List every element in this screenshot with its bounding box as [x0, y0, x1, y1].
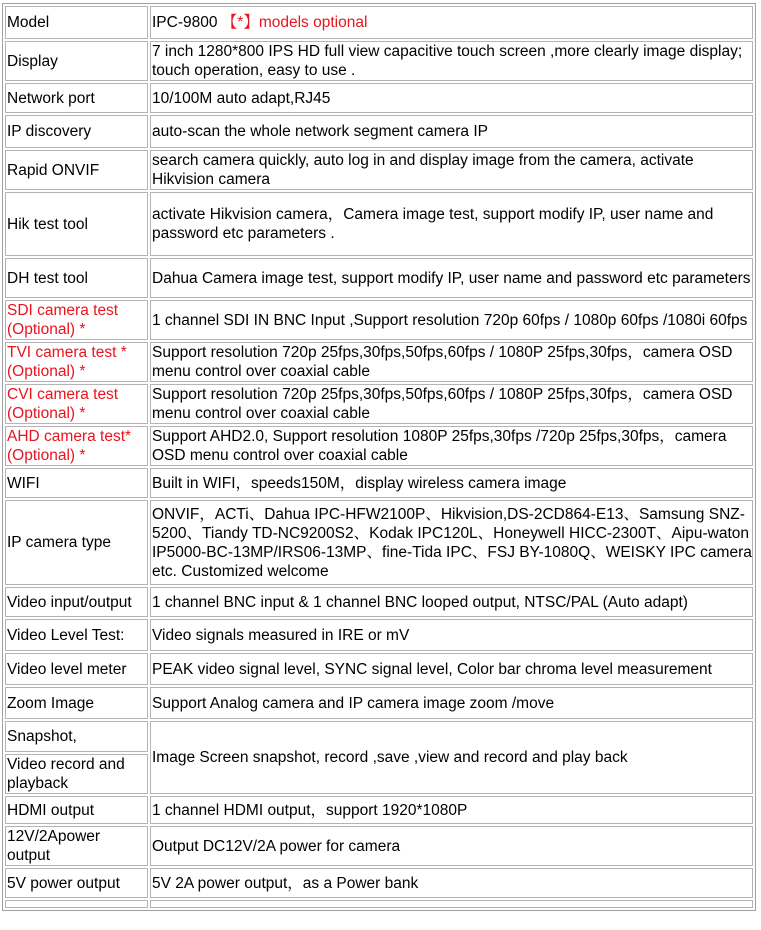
spec-value: PEAK video signal level, SYNC signal level, Color bar chroma level measurement	[150, 653, 753, 685]
model-note: 【*】models optional	[221, 14, 368, 31]
spec-value: Support resolution 720p 25fps,30fps,50fps,60fps / 1080P 25fps,30fps，camera OSD menu control over coaxial cable	[150, 384, 753, 424]
model-name: IPC-9800	[152, 14, 218, 31]
table-row-cut-off	[5, 900, 753, 908]
spec-label: IP camera type	[5, 500, 148, 585]
spec-value: 5V 2A power output，as a Power bank	[150, 868, 753, 898]
spec-label: WIFI	[5, 468, 148, 498]
table-row-hdmi-output	[5, 796, 753, 824]
spec-value: ONVIF，ACTi、Dahua IPC-HFW2100P、Hikvision,DS-2CD864-E13、Samsung SNZ-5200、Tiandy TD-NC9200S2、Kodak IPC120L、Honeywell HICC-2300T、Aipu-waton IP5000-BC-13MP/IRS06-13MP、fine-Tida IPC、FSJ BY-1080Q、WEISKY IPC camera etc. Customized welcome	[150, 500, 753, 585]
table-row-video-level-meter	[5, 653, 753, 685]
spec-value	[150, 6, 753, 39]
spec-label: Network port	[5, 83, 148, 113]
table-row-sdi-camera-test	[5, 300, 753, 340]
table-row-display	[5, 41, 753, 81]
spec-value: Support resolution 720p 25fps,30fps,50fps,60fps / 1080P 25fps,30fps，camera OSD menu control over coaxial cable	[150, 342, 753, 382]
spec-label: AHD camera test* (Optional) *	[5, 426, 148, 466]
spec-label: Rapid ONVIF	[5, 150, 148, 190]
spec-label: Snapshot,	[5, 721, 148, 752]
spec-label: HDMI output	[5, 796, 148, 824]
spec-label: CVI camera test (Optional) *	[5, 384, 148, 424]
table-row-video-level-test	[5, 619, 753, 651]
spec-value: auto-scan the whole network segment camera IP	[150, 115, 753, 148]
table-row-network-port	[5, 83, 753, 113]
spec-table	[2, 3, 756, 911]
spec-label: IP discovery	[5, 115, 148, 148]
spec-value: 1 channel BNC input & 1 channel BNC looped output, NTSC/PAL (Auto adapt)	[150, 587, 753, 617]
table-row-zoom-image	[5, 687, 753, 719]
spec-label: TVI camera test *(Optional) *	[5, 342, 148, 382]
spec-label-empty	[5, 900, 148, 908]
table-row-wifi	[5, 468, 753, 498]
table-row-video-input-output	[5, 587, 753, 617]
table-row-ip-discovery	[5, 115, 753, 148]
spec-value: 10/100M auto adapt,RJ45	[150, 83, 753, 113]
spec-label: Display	[5, 41, 148, 81]
spec-value: Video signals measured in IRE or mV	[150, 619, 753, 651]
table-row-ahd-camera-test	[5, 426, 753, 466]
spec-label: Video Level Test:	[5, 619, 148, 651]
spec-value-empty	[150, 900, 753, 908]
spec-value: search camera quickly, auto log in and display image from the camera, activate Hikvision camera	[150, 150, 753, 190]
spec-value: Built in WIFI，speeds150M，display wireless camera image	[150, 468, 753, 498]
table-row-hik-test-tool	[5, 192, 753, 256]
table-row-rapid-onvif	[5, 150, 753, 190]
spec-value: Support AHD2.0, Support resolution 1080P 25fps,30fps /720p 25fps,30fps，camera OSD menu control over coaxial cable	[150, 426, 753, 466]
spec-label: Video record and playback	[5, 754, 148, 794]
spec-label: SDI camera test (Optional) *	[5, 300, 148, 340]
spec-value: Support Analog camera and IP camera image zoom /move	[150, 687, 753, 719]
table-row-tvi-camera-test	[5, 342, 753, 382]
table-row-dh-test-tool	[5, 258, 753, 298]
spec-value: Output DC12V/2A power for camera	[150, 826, 753, 866]
spec-value: 1 channel SDI IN BNC Input ,Support resolution 720p 60fps / 1080p 60fps /1080i 60fps	[150, 300, 753, 340]
spec-label: DH test tool	[5, 258, 148, 298]
table-row-5v-power-output	[5, 868, 753, 898]
table-row-12v-power-output	[5, 826, 753, 866]
spec-label: Model	[5, 6, 148, 39]
spec-label: Zoom Image	[5, 687, 148, 719]
spec-label: Hik test tool	[5, 192, 148, 256]
table-row-cvi-camera-test	[5, 384, 753, 424]
spec-label: 12V/2Apower output	[5, 826, 148, 866]
spec-value: Dahua Camera image test, support modify IP, user name and password etc parameters	[150, 258, 753, 298]
table-row-model	[5, 6, 753, 39]
table-row-ip-camera-type	[5, 500, 753, 585]
spec-label: 5V power output	[5, 868, 148, 898]
spec-value: activate Hikvision camera，Camera image test, support modify IP, user name and password etc parameters .	[150, 192, 753, 256]
spec-value: Image Screen snapshot, record ,save ,view and record and play back	[150, 721, 753, 794]
spec-label: Video input/output	[5, 587, 148, 617]
spec-label: Video level meter	[5, 653, 148, 685]
spec-value: 7 inch 1280*800 IPS HD full view capacitive touch screen ,more clearly image display; touch operation, easy to use .	[150, 41, 753, 81]
table-row-snapshot	[5, 721, 753, 752]
spec-value: 1 channel HDMI output，support 1920*1080P	[150, 796, 753, 824]
